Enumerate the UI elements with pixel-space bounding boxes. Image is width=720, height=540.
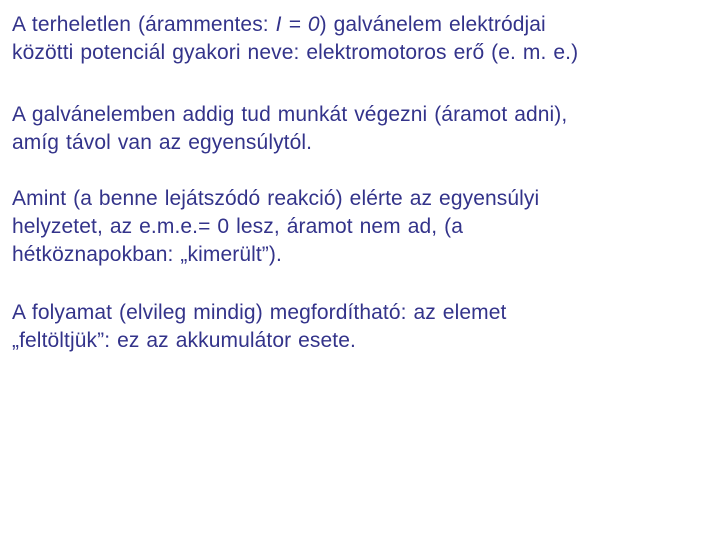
text-line: amíg távol van az egyensúlytól. <box>12 131 313 154</box>
text-line: Amint (a benne lejátszódó reakció) elérte az egyensúlyi <box>12 187 540 210</box>
text-span: A terheletlen (árammentes: <box>12 13 276 36</box>
text-span: ) galvánelem elektródjai <box>319 13 546 36</box>
text-line: A galvánelemben addig tud munkát végezni (áramot adni), <box>12 103 568 126</box>
paragraph-emf-definition <box>12 11 712 67</box>
text-line <box>12 11 712 39</box>
text-line: közötti potenciál gyakori neve: elektromotoros erő (e. m. e.) <box>12 41 579 64</box>
text-line: hétköznapokban: „kimerült”). <box>12 243 282 266</box>
paragraph-reversibility <box>12 299 712 355</box>
text-line: A folyamat (elvileg mindig) megfordítható: az elemet <box>12 301 507 324</box>
paragraph-equilibrium <box>12 185 712 269</box>
text-line: helyzetet, az e.m.e.= 0 lesz, áramot nem ad, (a <box>12 215 463 238</box>
text-line: „feltöltjük”: ez az akkumulátor esete. <box>12 329 356 352</box>
current-zero-formula: I = 0 <box>275 13 320 36</box>
paragraph-work-capacity <box>12 101 712 157</box>
